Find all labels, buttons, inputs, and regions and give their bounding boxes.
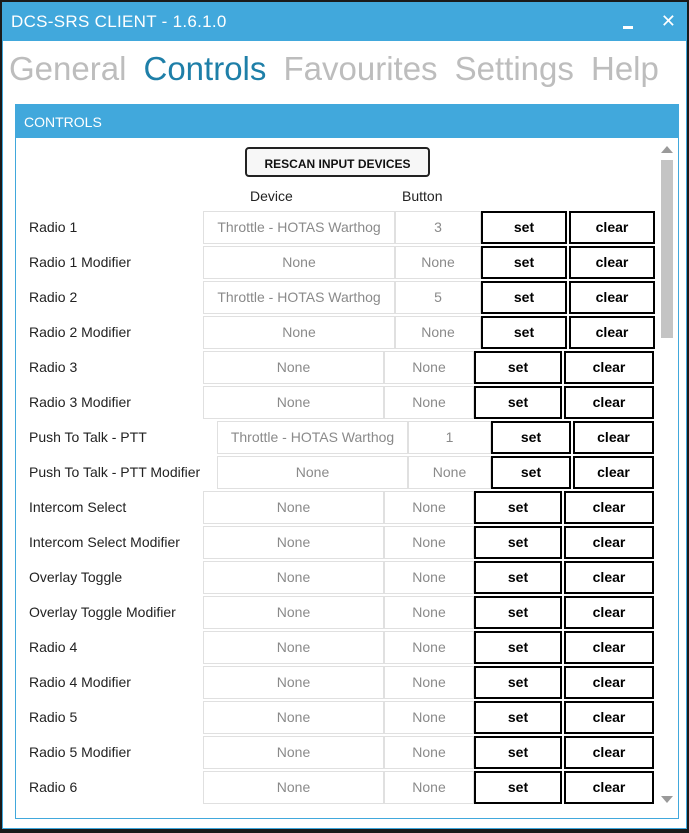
clear-button[interactable]: clear xyxy=(564,666,654,699)
control-row xyxy=(16,351,658,386)
control-label: Intercom Select Modifier xyxy=(29,534,180,550)
device-field: None xyxy=(203,386,384,419)
set-button[interactable]: set xyxy=(491,421,571,454)
tab-settings[interactable]: Settings xyxy=(454,50,574,87)
clear-button[interactable]: clear xyxy=(569,246,655,279)
button-field: None xyxy=(384,351,474,384)
control-row xyxy=(16,386,658,421)
control-row xyxy=(16,771,658,806)
set-button[interactable]: set xyxy=(491,456,571,489)
clear-button[interactable]: clear xyxy=(564,491,654,524)
device-field: None xyxy=(203,701,384,734)
clear-button[interactable]: clear xyxy=(564,736,654,769)
set-button[interactable]: set xyxy=(474,736,562,769)
clear-button[interactable]: clear xyxy=(569,281,655,314)
button-field: None xyxy=(384,561,474,594)
device-field: None xyxy=(203,596,384,629)
controls-list xyxy=(16,211,658,806)
control-label: Radio 1 xyxy=(29,219,78,235)
tab-general[interactable]: General xyxy=(9,50,127,87)
tab-bar xyxy=(9,47,671,91)
set-button[interactable]: set xyxy=(474,701,562,734)
set-button[interactable]: set xyxy=(481,316,567,349)
clear-button[interactable]: clear xyxy=(564,526,654,559)
device-field: None xyxy=(203,631,384,664)
scroll-up-icon[interactable] xyxy=(660,144,674,156)
device-field: None xyxy=(203,491,384,524)
tab-favourites[interactable]: Favourites xyxy=(283,50,438,87)
device-field: None xyxy=(203,666,384,699)
button-field: 3 xyxy=(395,211,481,244)
set-button[interactable]: set xyxy=(481,281,567,314)
device-field: Throttle - HOTAS Warthog xyxy=(203,211,395,244)
clear-button[interactable]: clear xyxy=(573,456,654,489)
control-label: Radio 5 Modifier xyxy=(29,744,131,760)
control-label: Radio 2 xyxy=(29,289,78,305)
vertical-scrollbar[interactable] xyxy=(660,144,674,806)
device-field: Throttle - HOTAS Warthog xyxy=(217,421,408,454)
control-row xyxy=(16,211,658,246)
device-field: None xyxy=(203,771,384,804)
set-button[interactable]: set xyxy=(481,246,567,279)
control-label: Push To Talk - PTT Modifier xyxy=(29,464,201,480)
button-column-header: Button xyxy=(402,188,443,204)
controls-content xyxy=(16,138,678,818)
control-row xyxy=(16,246,658,281)
clear-button[interactable]: clear xyxy=(564,596,654,629)
control-row xyxy=(16,631,658,666)
button-field: None xyxy=(395,316,481,349)
device-field: None xyxy=(203,526,384,559)
control-row xyxy=(16,526,658,561)
button-field: None xyxy=(384,771,474,804)
set-button[interactable]: set xyxy=(474,526,562,559)
control-row xyxy=(16,456,658,491)
scroll-down-icon[interactable] xyxy=(660,794,674,806)
button-field: None xyxy=(384,386,474,419)
control-row xyxy=(16,491,658,526)
device-field: None xyxy=(203,246,395,279)
button-field: None xyxy=(384,666,474,699)
control-row xyxy=(16,421,658,456)
control-label: Radio 1 Modifier xyxy=(29,254,131,270)
control-row xyxy=(16,596,658,631)
control-label: Radio 6 xyxy=(29,779,78,795)
control-row xyxy=(16,561,658,596)
button-field: 1 xyxy=(408,421,491,454)
button-field: None xyxy=(384,736,474,769)
set-button[interactable]: set xyxy=(474,596,562,629)
control-row xyxy=(16,666,658,701)
control-label: Push To Talk - PTT xyxy=(29,429,147,445)
device-column-header: Device xyxy=(250,188,293,204)
clear-button[interactable]: clear xyxy=(564,351,654,384)
button-field: None xyxy=(384,631,474,664)
minimize-icon[interactable] xyxy=(620,15,636,31)
control-label: Intercom Select xyxy=(29,499,127,515)
clear-button[interactable]: clear xyxy=(569,211,655,244)
control-label: Radio 4 xyxy=(29,639,78,655)
control-label: Radio 4 Modifier xyxy=(29,674,131,690)
control-label: Radio 2 Modifier xyxy=(29,324,131,340)
device-field: None xyxy=(203,736,384,769)
control-label: Overlay Toggle Modifier xyxy=(29,604,176,620)
set-button[interactable]: set xyxy=(474,386,562,419)
button-field: 5 xyxy=(395,281,481,314)
control-row xyxy=(16,281,658,316)
clear-button[interactable]: clear xyxy=(564,561,654,594)
set-button[interactable]: set xyxy=(481,211,567,244)
control-label: Radio 3 xyxy=(29,359,78,375)
device-field: None xyxy=(217,456,408,489)
device-field: Throttle - HOTAS Warthog xyxy=(203,281,395,314)
clear-button[interactable]: clear xyxy=(564,631,654,664)
tab-help[interactable]: Help xyxy=(590,50,659,87)
set-button[interactable]: set xyxy=(474,666,562,699)
clear-button[interactable]: clear xyxy=(564,386,654,419)
rescan-input-devices-button[interactable]: RESCAN INPUT DEVICES xyxy=(245,147,430,177)
title-bar[interactable] xyxy=(3,3,686,41)
device-field: None xyxy=(203,561,384,594)
clear-button[interactable]: clear xyxy=(569,316,655,349)
control-label: Overlay Toggle xyxy=(29,569,123,585)
control-row xyxy=(16,736,658,771)
clear-button[interactable]: clear xyxy=(564,701,654,734)
device-field: None xyxy=(203,351,384,384)
app-window xyxy=(2,2,687,829)
control-row xyxy=(16,701,658,736)
button-field: None xyxy=(395,246,481,279)
device-field: None xyxy=(203,316,395,349)
button-field: None xyxy=(408,456,491,489)
close-icon[interactable]: ✕ xyxy=(660,11,676,32)
set-button[interactable]: set xyxy=(474,561,562,594)
set-button[interactable]: set xyxy=(474,351,562,384)
control-label: Radio 5 xyxy=(29,709,78,725)
button-field: None xyxy=(384,491,474,524)
control-label: Radio 3 Modifier xyxy=(29,394,131,410)
set-button[interactable]: set xyxy=(474,491,562,524)
controls-panel xyxy=(15,104,679,819)
tab-controls[interactable]: Controls xyxy=(143,50,267,87)
panel-header: CONTROLS xyxy=(16,105,678,138)
button-field: None xyxy=(384,596,474,629)
clear-button[interactable]: clear xyxy=(573,421,654,454)
control-row xyxy=(16,316,658,351)
button-field: None xyxy=(384,526,474,559)
scroll-thumb[interactable] xyxy=(661,160,673,338)
clear-button[interactable]: clear xyxy=(564,771,654,804)
window-title: DCS-SRS CLIENT - 1.6.1.0 xyxy=(11,12,227,31)
set-button[interactable]: set xyxy=(474,631,562,664)
set-button[interactable]: set xyxy=(474,771,562,804)
button-field: None xyxy=(384,701,474,734)
